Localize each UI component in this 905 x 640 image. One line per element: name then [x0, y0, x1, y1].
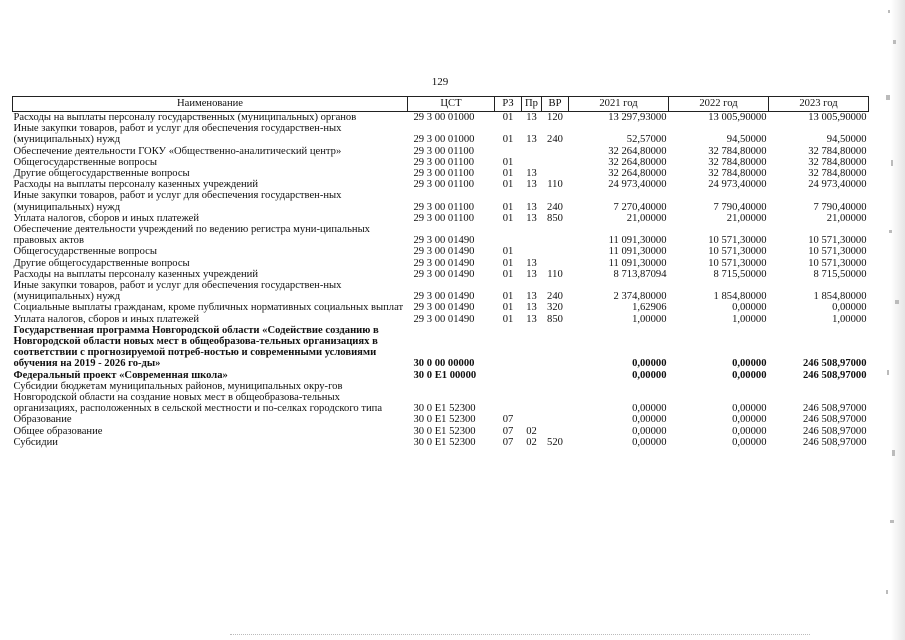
cell-pr [522, 246, 542, 257]
cell-vr [542, 224, 569, 246]
cell-2021: 7 270,40000 [613, 201, 667, 213]
cell-vr: 240 [547, 134, 563, 146]
cell-rz: 07 [502, 414, 514, 426]
cell-csr: 29 3 00 01490 [413, 268, 475, 280]
cell-vr: 120 [547, 112, 563, 123]
cell-2021: 32 264,80000 [608, 168, 667, 180]
cell-2021: 11 091,30000 [608, 257, 667, 269]
cell-csr: 29 3 00 01100 [413, 212, 475, 224]
cell-2022: 10 571,30000 [708, 257, 767, 269]
cell-csr: 29 3 00 01490 [413, 246, 475, 258]
table-body [13, 112, 869, 449]
cell-csr: 29 3 00 01490 [413, 313, 475, 325]
cell-name: Иные закупки товаров, работ и услуг для обеспечения государствен-ных (муниципальных) нужд [13, 280, 342, 303]
cell-2022: 0,00000 [732, 436, 767, 448]
cell-2021: 21,00000 [626, 212, 667, 224]
cell-name: Расходы на выплаты персоналу казенных учреждений [13, 268, 258, 280]
cell-csr: 29 3 00 01100 [413, 179, 475, 191]
cell-2021: 1,62906 [632, 302, 667, 314]
cell-vr: 520 [547, 436, 563, 448]
cell-vr: 850 [547, 212, 563, 224]
cell-rz: 01 [502, 313, 514, 325]
cell-2023: 32 784,80000 [808, 156, 867, 168]
cell-2021: 0,00000 [632, 414, 667, 426]
cell-pr [522, 224, 542, 246]
cell-vr: 850 [547, 313, 563, 325]
table-row [13, 370, 869, 381]
scan-speck [890, 520, 894, 523]
cell-name: Иные закупки товаров, работ и услуг для обеспечения государствен-ных (муниципальных) нужд [13, 190, 342, 213]
cell-pr [522, 325, 542, 370]
cell-rz: 07 [502, 425, 514, 437]
cell-2023: 10 571,30000 [808, 257, 867, 269]
cell-2021: 1,00000 [632, 313, 667, 325]
cell-2022: 8 715,50000 [713, 268, 767, 280]
cell-vr [542, 426, 569, 437]
cell-pr [522, 381, 542, 415]
cell-name: Общегосударственные вопросы [13, 246, 157, 258]
cell-name: Образование [13, 414, 72, 426]
cell-csr: 30 0 00 00000 [413, 358, 475, 370]
cell-pr [522, 146, 542, 157]
cell-csr: 29 3 00 01490 [413, 291, 475, 303]
cell-2023: 10 571,30000 [808, 246, 867, 258]
cell-name: Государственная программа Новгородской области «Содействие созданию в Новгородской области новых мест в общеобразова-тельных организациях в соответствии с прогнозируемой потреб-ностью и современными условиями обучения на 2019 - 2026 го-ды» [13, 324, 379, 370]
cell-vr: 240 [547, 291, 563, 303]
cell-vr: 320 [547, 302, 563, 314]
cell-pr: 13 [526, 201, 537, 213]
cell-2021: 0,00000 [632, 358, 667, 370]
cell-rz: 01 [502, 246, 514, 258]
cell-2023: 21,00000 [826, 212, 867, 224]
cell-pr: 13 [526, 112, 537, 123]
cell-rz [495, 146, 522, 157]
header-pr: Пр [522, 97, 542, 112]
cell-csr: 29 3 00 01490 [413, 257, 475, 269]
cell-vr [542, 370, 569, 381]
table-row [13, 426, 869, 437]
budget-table [12, 96, 869, 448]
table-header-row [13, 97, 869, 112]
cell-2022: 94,50000 [726, 134, 767, 146]
cell-pr: 13 [526, 313, 537, 325]
cell-name: Другие общегосударственные вопросы [13, 168, 190, 180]
table-row [13, 414, 869, 425]
cell-2023: 13 005,90000 [808, 112, 867, 123]
cell-vr [542, 325, 569, 370]
cell-2023: 32 784,80000 [808, 168, 867, 180]
table-row [13, 314, 869, 325]
scan-speck [891, 160, 893, 166]
cell-csr: 29 3 00 01490 [413, 235, 475, 247]
cell-vr [542, 381, 569, 415]
cell-2023: 246 508,97000 [802, 358, 867, 370]
table-row [13, 157, 869, 168]
cell-2023: 246 508,97000 [802, 414, 867, 426]
cell-pr: 13 [526, 212, 537, 224]
cell-name: Субсидии бюджетам муниципальных районов, муниципальных окру-гов Новгородской области на создание новых мест в общеобразова-тельных организациях, расположенных в сельской местности и по-селках городского типа [13, 380, 383, 415]
cell-2022: 0,00000 [732, 358, 767, 370]
cell-rz: 07 [502, 436, 514, 448]
cell-name: Расходы на выплаты персоналу государственных (муниципальных) органов [13, 112, 357, 123]
cell-2021: 13 297,93000 [608, 112, 667, 123]
scan-speck [889, 230, 892, 233]
table-row [13, 123, 869, 145]
cell-pr: 13 [526, 302, 537, 314]
cell-name: Обеспечение деятельности учреждений по ведению регистра муни-ципальных правовых актов [13, 224, 370, 247]
cell-name: Общее образование [13, 425, 103, 437]
header-2021: 2021 год [569, 97, 669, 112]
cell-2022: 0,00000 [732, 403, 767, 415]
table-row [13, 437, 869, 448]
cell-csr: 29 3 00 01100 [413, 201, 475, 213]
cell-2021: 8 713,87094 [613, 268, 667, 280]
table-row [13, 179, 869, 190]
cell-2021: 52,57000 [626, 134, 667, 146]
cell-csr: 30 0 E1 52300 [413, 403, 476, 415]
cell-name: Общегосударственные вопросы [13, 156, 157, 168]
cell-2022: 10 571,30000 [708, 235, 767, 247]
cell-pr [522, 157, 542, 168]
table-row [13, 112, 869, 124]
cell-rz: 01 [502, 291, 514, 303]
cell-2022: 32 784,80000 [708, 145, 767, 157]
cell-rz: 01 [502, 212, 514, 224]
cell-vr: 110 [547, 179, 563, 191]
cell-rz: 01 [502, 168, 514, 180]
cell-name: Федеральный проект «Современная школа» [13, 369, 228, 381]
table-row [13, 224, 869, 246]
cell-name: Уплата налогов, сборов и иных платежей [13, 212, 200, 224]
cell-rz: 01 [502, 257, 514, 269]
cell-rz [495, 370, 522, 381]
cell-rz: 01 [502, 156, 514, 168]
header-2022: 2022 год [669, 97, 769, 112]
cell-vr: 240 [547, 201, 563, 213]
cell-csr: 29 3 00 01000 [413, 134, 475, 146]
cell-pr: 13 [526, 268, 537, 280]
table-row [13, 146, 869, 157]
header-rz: РЗ [495, 97, 522, 112]
cell-2023: 32 784,80000 [808, 145, 867, 157]
cell-csr: 29 3 00 01490 [413, 302, 475, 314]
cell-name: Другие общегосударственные вопросы [13, 257, 190, 269]
cell-2022: 0,00000 [732, 369, 767, 381]
cell-2021: 0,00000 [632, 369, 667, 381]
table-row [13, 381, 869, 415]
cell-name: Субсидии [13, 436, 58, 448]
cell-rz: 01 [502, 112, 514, 123]
cell-2023: 24 973,40000 [808, 179, 867, 191]
scan-speck [886, 95, 890, 100]
cell-2022: 10 571,30000 [708, 246, 767, 258]
cell-2022: 0,00000 [732, 302, 767, 314]
header-name: Наименование [13, 97, 408, 112]
cell-csr: 29 3 00 01100 [413, 156, 475, 168]
cell-pr: 13 [526, 168, 537, 180]
cell-2023: 246 508,97000 [802, 403, 867, 415]
cell-rz: 01 [502, 302, 514, 314]
table-row [13, 213, 869, 224]
cell-vr [542, 146, 569, 157]
cell-pr [522, 370, 542, 381]
cell-rz: 01 [502, 201, 514, 213]
scan-bottom-artifact [230, 634, 810, 636]
cell-2021: 24 973,40000 [608, 179, 667, 191]
table-row [13, 269, 869, 280]
cell-2023: 10 571,30000 [808, 235, 867, 247]
cell-pr: 13 [526, 257, 537, 269]
cell-2021: 0,00000 [632, 436, 667, 448]
cell-pr: 13 [526, 134, 537, 146]
cell-2021: 11 091,30000 [608, 246, 667, 258]
cell-name: Уплата налогов, сборов и иных платежей [13, 313, 200, 325]
cell-2023: 8 715,50000 [813, 268, 867, 280]
cell-name: Иные закупки товаров, работ и услуг для обеспечения государствен-ных (муниципальных) нужд [13, 123, 342, 146]
cell-2022: 1 854,80000 [713, 291, 767, 303]
scan-speck [892, 450, 895, 456]
cell-2023: 7 790,40000 [813, 201, 867, 213]
cell-name: Обеспечение деятельности ГОКУ «Общественно-аналитический центр» [13, 145, 342, 157]
cell-2021: 11 091,30000 [608, 235, 667, 247]
cell-pr: 13 [526, 179, 537, 191]
cell-csr: 30 0 E1 52300 [413, 425, 476, 437]
cell-rz [495, 325, 522, 370]
cell-2021: 32 264,80000 [608, 145, 667, 157]
table-row [13, 190, 869, 212]
cell-rz: 01 [502, 268, 514, 280]
cell-2021: 0,00000 [632, 403, 667, 415]
cell-rz: 01 [502, 134, 514, 146]
cell-2023: 246 508,97000 [802, 425, 867, 437]
header-vr: ВР [542, 97, 569, 112]
scan-speck [886, 590, 888, 594]
cell-2022: 13 005,90000 [708, 112, 767, 123]
scan-speck [895, 300, 899, 304]
page-number: 129 [431, 76, 449, 88]
cell-rz [495, 224, 522, 246]
scan-speck [888, 10, 890, 13]
cell-vr [542, 246, 569, 257]
cell-csr: 30 0 E1 52300 [413, 436, 476, 448]
cell-2022: 24 973,40000 [708, 179, 767, 191]
cell-pr [522, 414, 542, 425]
table-row [13, 168, 869, 179]
cell-2023: 1 854,80000 [813, 291, 867, 303]
cell-2022: 0,00000 [732, 414, 767, 426]
cell-2022: 0,00000 [732, 425, 767, 437]
cell-2021: 32 264,80000 [608, 156, 667, 168]
table-row [13, 325, 869, 370]
cell-name: Социальные выплаты гражданам, кроме публичных нормативных социальных выплат [13, 302, 404, 314]
scan-speck [893, 40, 896, 44]
table-row [13, 280, 869, 302]
cell-csr: 30 0 E1 00000 [413, 369, 477, 381]
cell-name: Расходы на выплаты персоналу казенных учреждений [13, 179, 258, 191]
cell-2022: 32 784,80000 [708, 168, 767, 180]
cell-vr [542, 258, 569, 269]
table-row [13, 246, 869, 257]
cell-pr: 02 [526, 436, 537, 448]
cell-pr: 13 [526, 291, 537, 303]
cell-2022: 21,00000 [726, 212, 767, 224]
scan-speck [887, 370, 889, 375]
cell-csr: 29 3 00 01100 [413, 145, 475, 157]
scan-edge-shadow [891, 0, 905, 640]
table-row [13, 258, 869, 269]
cell-csr: 29 3 00 01100 [413, 168, 475, 180]
cell-2022: 7 790,40000 [713, 201, 767, 213]
cell-2021: 2 374,80000 [613, 291, 667, 303]
cell-vr [542, 157, 569, 168]
cell-vr: 110 [547, 268, 563, 280]
cell-2022: 32 784,80000 [708, 156, 767, 168]
table-row [13, 302, 869, 313]
cell-2023: 94,50000 [826, 134, 867, 146]
cell-vr [542, 414, 569, 425]
cell-2022: 1,00000 [732, 313, 767, 325]
cell-2023: 246 508,97000 [802, 436, 867, 448]
header-csr: ЦСТ [408, 97, 495, 112]
cell-2023: 246 508,97000 [802, 369, 867, 381]
cell-csr: 29 3 00 01000 [413, 112, 475, 123]
cell-2023: 1,00000 [832, 313, 867, 325]
cell-csr: 30 0 E1 52300 [413, 414, 476, 426]
cell-2023: 0,00000 [832, 302, 867, 314]
header-2023: 2023 год [769, 97, 869, 112]
cell-rz [495, 381, 522, 415]
cell-vr [542, 168, 569, 179]
cell-2021: 0,00000 [632, 425, 667, 437]
cell-rz: 01 [502, 179, 514, 191]
cell-pr: 02 [526, 425, 537, 437]
